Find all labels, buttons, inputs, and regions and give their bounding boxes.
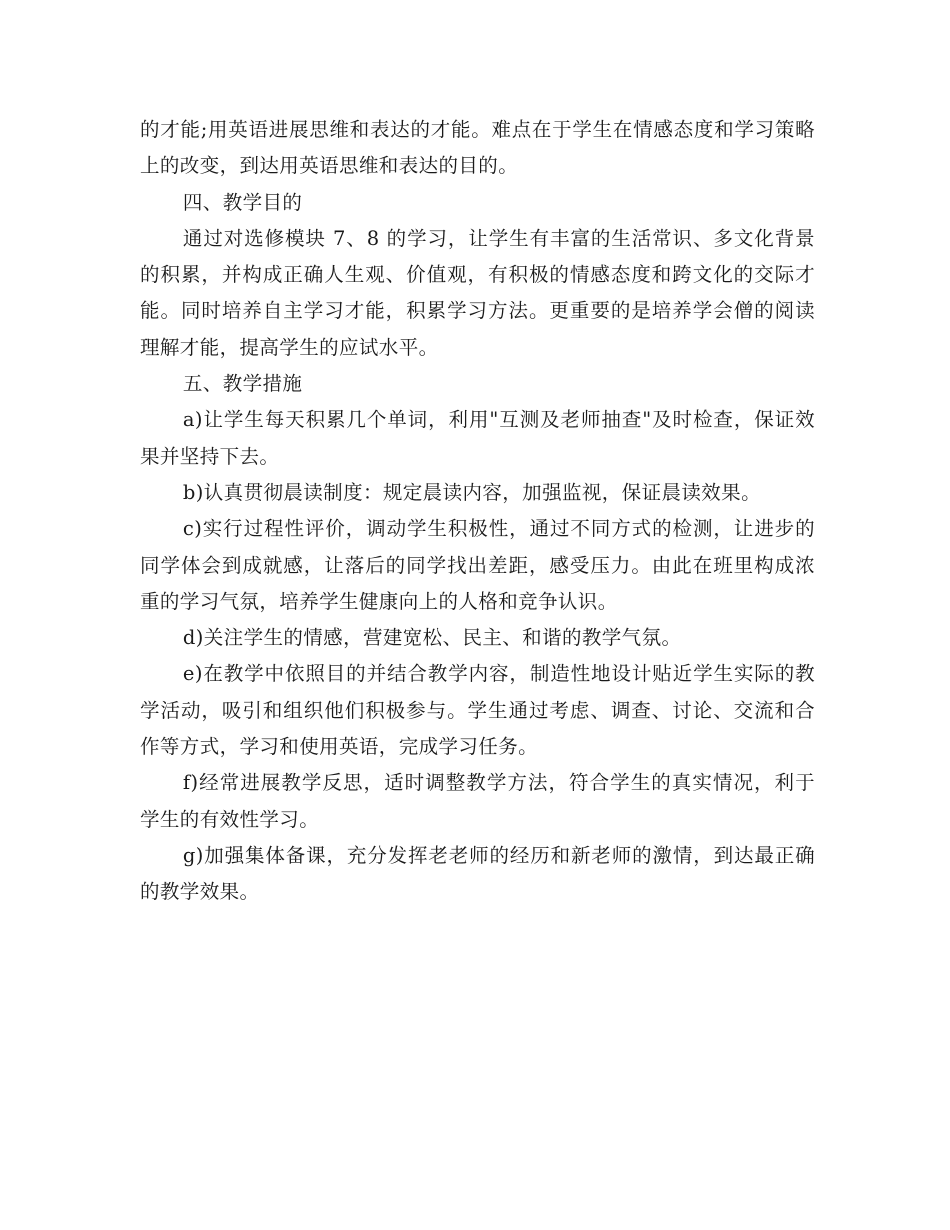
- document-body: [140, 112, 815, 911]
- measure-item-f: f)经常进展教学反思，适时调整教学方法，符合学生的真实情况，利于学生的有效性学习。: [140, 771, 815, 831]
- measure-item-c: c)实行过程性评价，调动学生积极性，通过不同方式的检测，让进步的同学体会到成就感，让落后的同学找出差距，感受压力。由此在班里构成浓重的学习气氛，培养学生健康向上的人格和竞争认识。: [140, 517, 815, 613]
- measure-item-b: b)认真贯彻晨读制度：规定晨读内容，加强监视，保证晨读效果。: [182, 480, 761, 504]
- paragraph-teaching-goals: 通过对选修模块 7、8 的学习，让学生有丰富的生活常识、多文化背景的积累，并构成正确人生观、价值观，有积极的情感态度和跨文化的交际才能。同时培养自主学习才能，积累学习方法。更重要的是培养学会僧的阅读理解才能，提高学生的应试水平。: [140, 226, 815, 359]
- measure-item-a: a)让学生每天积累几个单词，利用"互测及老师抽查"及时检查，保证效果并坚持下去。: [140, 408, 815, 468]
- section-heading-teaching-goals: 四、教学目的: [182, 190, 303, 214]
- measure-item-d: d)关注学生的情感，营建宽松、民主、和谐的教学气氛。: [182, 626, 682, 650]
- paragraph-continuation: 的才能;用英语进展思维和表达的才能。难点在于学生在情感态度和学习策略上的改变，到达用英语思维和表达的目的。: [140, 118, 815, 178]
- measure-item-g: g)加强集体备课，充分发挥老老师的经历和新老师的激情，到达最正确的教学效果。: [140, 843, 815, 904]
- measure-item-e: e)在教学中依照目的并结合教学内容，制造性地设计贴近学生实际的教学活动，吸引和组织他们积极参与。学生通过考虑、调查、讨论、交流和合作等方式，学习和使用英语，完成学习任务。: [140, 662, 815, 759]
- section-heading-teaching-measures: 五、教学措施: [182, 372, 303, 396]
